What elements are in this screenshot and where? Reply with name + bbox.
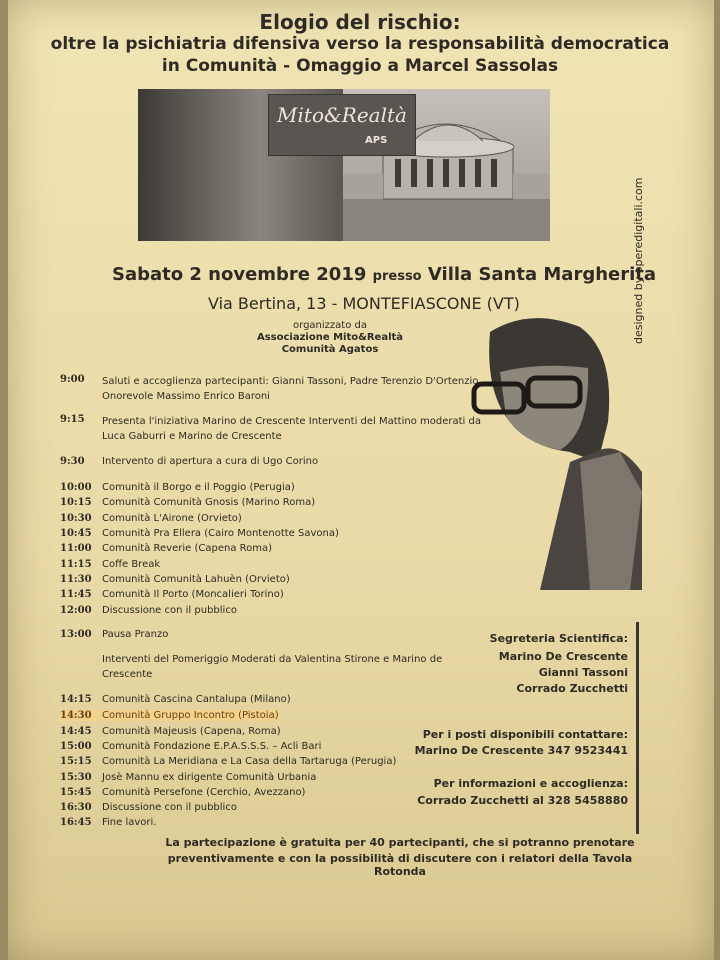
schedule-text: Comunità Persefone (Cerchio, Avezzano) (102, 787, 306, 798)
info-label: Per informazioni e accoglienza: (433, 777, 628, 790)
schedule-time: 16:30 (60, 802, 92, 813)
schedule-text: Comunità Il Porto (Moncalieri Torino) (102, 589, 284, 600)
schedule-time: 11:00 (60, 543, 92, 554)
footer-note-line-1: La partecipazione è gratuita per 40 partecipanti, che si potranno prenotare (165, 836, 635, 849)
committee-member: Marino De Crescente (498, 650, 628, 663)
page-title: Elogio del rischio: (259, 10, 461, 34)
event-address: Via Bertina, 13 - MONTEFIASCONE (VT) (208, 294, 520, 313)
schedule-time: 11:30 (60, 574, 92, 585)
schedule-text: Comunità Cascina Cantalupa (Milano) (102, 694, 291, 705)
schedule-text: Interventi del Pomeriggio Moderati da Valentina Stirone e Marino de Crescente (102, 654, 443, 680)
schedule-text: Josè Mannu ex dirigente Comunità Urbania (102, 772, 317, 783)
schedule-text: Comunità Comunità Lahuèn (Orvieto) (102, 574, 290, 585)
schedule-text: Comunità Comunità Gnosis (Marino Roma) (102, 497, 316, 508)
schedule-time: 10:30 (60, 513, 92, 524)
schedule-time: 15:00 (60, 741, 92, 752)
schedule-text: Comunità Pra Ellera (Cairo Montenotte Savona) (102, 528, 339, 539)
schedule-time: 10:00 (60, 482, 92, 493)
schedule-time: 10:15 (60, 497, 92, 508)
schedule-text: Pausa Pranzo (102, 629, 169, 640)
presso-label: presso (372, 269, 422, 284)
organized-label: organizzato da (293, 320, 367, 331)
logo-box (268, 94, 416, 156)
event-venue: Villa Santa Margherita (427, 264, 657, 285)
contact-value: Marino De Crescente 347 9523441 (414, 744, 628, 757)
logo-tag: APS (365, 135, 388, 146)
schedule-time: 9:30 (60, 456, 85, 467)
schedule-time: 15:45 (60, 787, 92, 798)
event-date: Sabato 2 novembre 2019 (112, 264, 367, 285)
organizer-1: Associazione Mito&Realtà (256, 332, 404, 343)
schedule-text: Comunità Majeusis (Capena, Roma) (102, 726, 281, 737)
schedule-text: Comunità Gruppo Incontro (Pistoia) (102, 710, 279, 721)
schedule-time: 9:15 (60, 414, 85, 425)
schedule-time: 15:30 (60, 772, 92, 783)
contact-label: Per i posti disponibili contattare: (422, 728, 628, 741)
subtitle-line-1: oltre la psichiatria difensiva verso la responsabilità democratica (50, 34, 670, 54)
schedule-text: Saluti e accoglienza partecipanti: Gianni Tassoni, Padre Terenzio D'Ortenzio, Onorevole Massimo Enrico Baroni (102, 376, 482, 402)
subtitle-line-2: in Comunità - Omaggio a Marcel Sassolas (161, 56, 559, 76)
schedule-time: 14:45 (60, 726, 92, 737)
schedule-time: 10:45 (60, 528, 92, 539)
schedule-time: 11:15 (60, 559, 92, 570)
schedule-text: Coffe Break (102, 559, 161, 570)
schedule-text: Discussione con il pubblico (102, 605, 237, 616)
schedule-text: Discussione con il pubblico (102, 802, 237, 813)
schedule-text: Comunità Fondazione E.P.A.S.S.S. – Acli Bari (102, 741, 322, 752)
info-value: Corrado Zucchetti al 328 5458880 (417, 794, 628, 807)
info-sidebar (414, 622, 639, 834)
schedule-text: Comunità La Meridiana e La Casa della Tartaruga (Perugia) (102, 756, 397, 767)
schedule-time: 14:30 (60, 710, 100, 721)
logo-text: Mito&Realtà (277, 103, 407, 127)
schedule-text: Intervento di apertura a cura di Ugo Corino (102, 456, 319, 467)
schedule-time: 16:45 (60, 817, 92, 828)
schedule-time: 13:00 (60, 629, 92, 640)
footer-note-line-2: preventivamente e con la possibilità di discutere con i relatori della Tavola Rotonda (167, 852, 633, 878)
design-credit: designed by operedigitali.com (632, 177, 645, 344)
schedule-text: Comunità il Borgo e il Poggio (Perugia) (102, 482, 295, 493)
schedule-time: 12:00 (60, 605, 92, 616)
schedule-time: 11:45 (60, 589, 92, 600)
schedule-time: 15:15 (60, 756, 92, 767)
schedule-text: Comunità Reverie (Capena Roma) (102, 543, 273, 554)
portrait-photo (470, 312, 642, 590)
event-date-venue (112, 264, 656, 285)
committee-member: Gianni Tassoni (538, 666, 628, 679)
schedule-text: Fine lavori. (102, 817, 157, 828)
schedule-time: 9:00 (60, 374, 85, 385)
committee-label: Segreteria Scientifica: (489, 632, 628, 645)
schedule-time: 14:15 (60, 694, 92, 705)
organizer-2: Comunità Agatos (281, 344, 379, 355)
schedule-text: Comunità L'Airone (Orvieto) (102, 513, 242, 524)
committee-member: Corrado Zucchetti (516, 682, 628, 695)
schedule-text: Presenta l'iniziativa Marino de Crescente Interventi del Mattino moderati da Luca Gaburri e Marino de Crescente (102, 416, 481, 442)
